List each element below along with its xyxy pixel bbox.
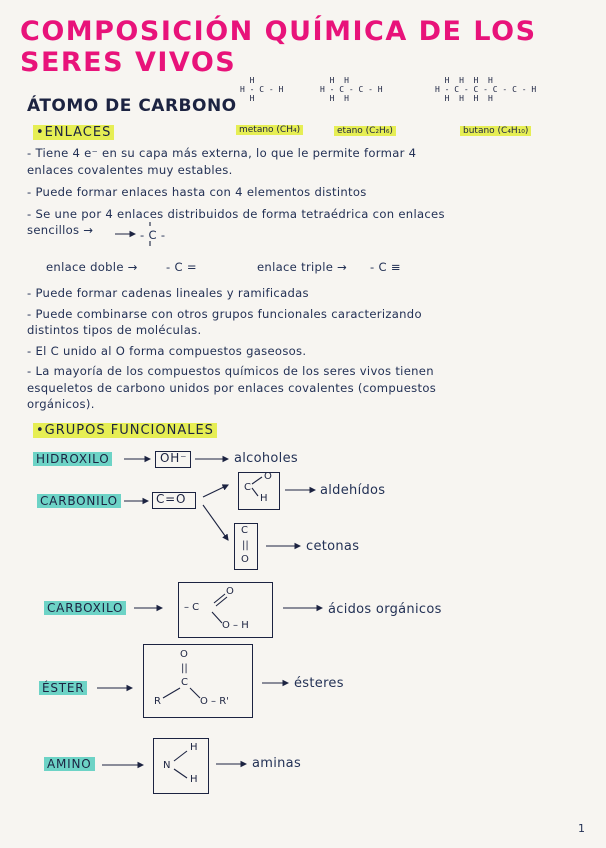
page-title-line2: SERES VIVOS [20, 47, 237, 78]
enlaces-item-3: - Se une por 4 enlaces distribuidos de forma tetraédrica con enlaces [27, 207, 445, 221]
methane-caption: metano (CH₄) [236, 125, 303, 135]
amino-n: N [163, 760, 171, 771]
enlaces-more-3: - El C unido al O forma compuestos gaseosos. [27, 344, 307, 358]
amino-label: AMINO [44, 757, 95, 771]
methane-formula: H H - C - H H [240, 76, 284, 103]
carboxyl-dash-c: – C [184, 602, 200, 613]
enlaces-more-4: - La mayoría de los compuestos químicos de los seres vivos tienen [27, 364, 434, 378]
double-bond-label: enlace doble → [46, 260, 138, 274]
ester-product: ésteres [294, 676, 344, 691]
ethane-caption: etano (C₂H₆) [334, 126, 396, 136]
hidroxilo-product: alcoholes [234, 451, 298, 466]
enlaces-item-1b: enlaces covalentes muy estables. [27, 163, 233, 177]
single-bond-symbol: - C - [140, 228, 166, 242]
enlaces-more-2b: distintos tipos de moléculas. [27, 323, 202, 337]
page-title-line1: COMPOSICIÓN QUÍMICA DE LOS [20, 16, 537, 47]
enlaces-more-4b: esqueletos de carbono unidos por enlaces covalentes (compuestos [27, 381, 437, 395]
ester-o-top: O [180, 649, 188, 660]
aldehyde-o: O [264, 471, 272, 482]
carboxyl-product: ácidos orgánicos [328, 602, 442, 617]
carbonilo-formula: C=O [156, 492, 187, 506]
triple-bond-label: enlace triple → [257, 260, 348, 274]
arrow-icon [203, 505, 228, 540]
aldehyde-h: H [260, 493, 268, 504]
carboxilo-label: CARBOXILO [44, 601, 126, 615]
grupos-heading: •GRUPOS FUNCIONALES [33, 423, 217, 438]
carboxyl-o-top: O [226, 586, 234, 597]
aldehyde-product: aldehídos [320, 483, 386, 498]
carboxyl-oh: O – H [222, 620, 249, 631]
ester-c: C [181, 677, 188, 688]
hidroxilo-label: HIDROXILO [33, 452, 112, 466]
triple-bond-symbol: - C ≡ [370, 260, 401, 274]
ketone-product: cetonas [306, 539, 360, 554]
double-bond-symbol: - C = [166, 260, 197, 274]
hidroxilo-formula: OH⁻ [160, 451, 188, 465]
enlaces-item-2: - Puede formar enlaces hasta con 4 elementos distintos [27, 185, 367, 199]
ester-r: R [154, 696, 161, 707]
section-subtitle: ÁTOMO DE CARBONO [27, 96, 237, 116]
ketone-o: O [241, 554, 249, 565]
ester-o-r: O – R' [200, 696, 229, 707]
ester-label: ÉSTER [39, 681, 87, 695]
ketone-c: C [241, 525, 248, 536]
amino-h-top: H [190, 742, 198, 753]
ketone-bond: || [242, 540, 249, 551]
amino-product: aminas [252, 756, 302, 771]
ethane-formula: H H H - C - C - H H H [320, 76, 383, 103]
enlaces-more-4c: orgánicos). [27, 397, 95, 411]
enlaces-more-1: - Puede formar cadenas lineales y ramificadas [27, 286, 309, 300]
butane-formula: H H H H H - C - C - C - C - H H H H H [435, 76, 537, 103]
enlaces-item-1: - Tiene 4 e⁻ en su capa más externa, lo que le permite formar 4 [27, 146, 417, 160]
enlaces-more-2: - Puede combinarse con otros grupos funcionales caracterizando [27, 307, 422, 321]
amino-h-bottom: H [190, 774, 198, 785]
enlaces-item-3b: sencillos → [27, 223, 94, 237]
butane-caption: butano (C₄H₁₀) [460, 126, 531, 136]
page-number: 1 [578, 822, 586, 835]
enlaces-heading: •ENLACES [33, 125, 114, 140]
ester-double-bond: || [181, 663, 188, 674]
arrow-icon [203, 485, 228, 497]
carbonilo-label: CARBONILO [37, 494, 121, 508]
aldehyde-c: C [244, 482, 251, 493]
